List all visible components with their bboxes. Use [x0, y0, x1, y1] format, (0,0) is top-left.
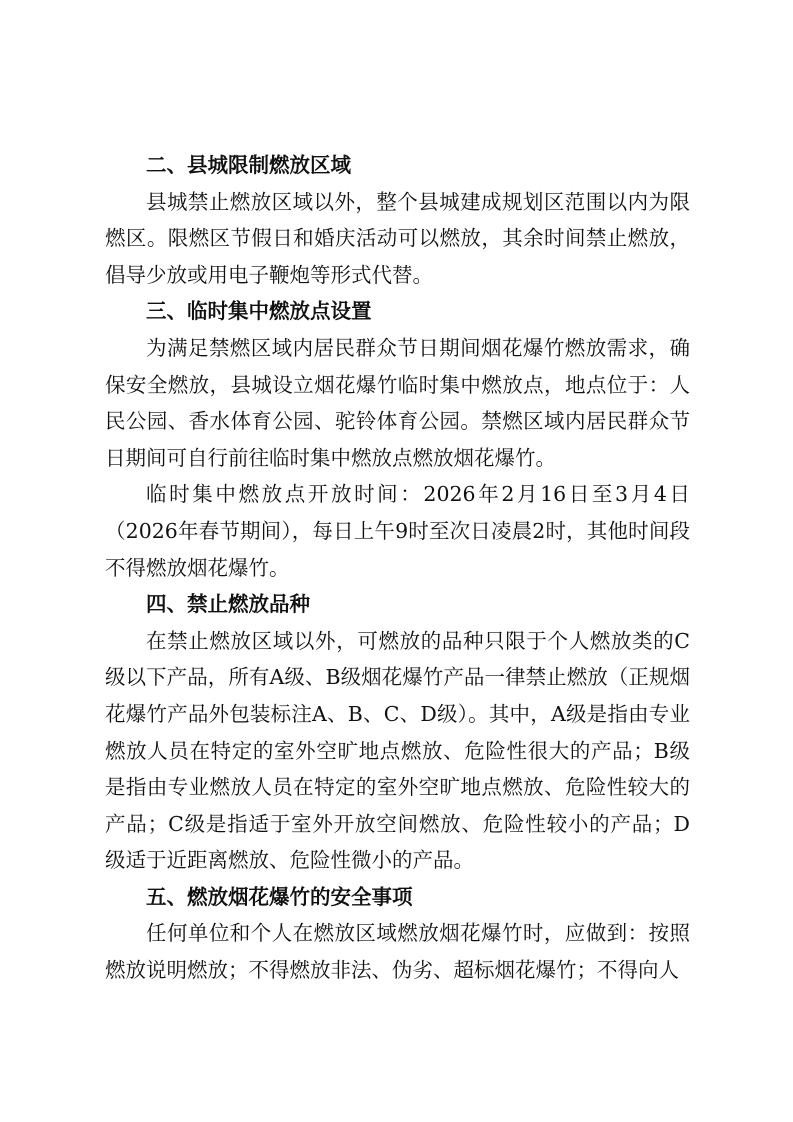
section-5-paragraph-1: 任何单位和个人在燃放区域燃放烟花爆竹时，应做到：按照燃放说明燃放；不得燃放非法、伪劣、超标烟花爆竹；不得向人	[105, 921, 690, 983]
section-2-paragraph-1: 县城禁止燃放区域以外，整个县城建成规划区范围以内为限燃区。限燃区节假日和婚庆活动可以燃放，其余时间禁止燃放，倡导少放或用电子鞭炮等形式代替。	[105, 189, 690, 287]
section-heading-3: 三、临时集中燃放点设置	[146, 299, 372, 324]
document-body	[105, 147, 690, 989]
section-3-paragraph-2: 临时集中燃放点开放时间：2026年2月16日至3月4日（2026年春节期间），每日上午9时至次日凌晨2时，其他时间段不得燃放烟花爆竹。	[105, 482, 690, 580]
section-4-paragraph-1: 在禁止燃放区域以外，可燃放的品种只限于个人燃放类的C级以下产品，所有A级、B级烟花爆竹产品一律禁止燃放（正规烟花爆竹产品外包装标注A、B、C、D级）。其中，A级是指由专业燃放人员在特定的室外空旷地点燃放、危险性很大的产品；B级是指由专业燃放人员在特定的室外空旷地点燃放、危险性较大的产品；C级是指适于室外开放空间燃放、危险性较小的产品；D级适于近距离燃放、危险性微小的产品。	[105, 628, 690, 873]
section-heading-5: 五、燃放烟花爆竹的安全事项	[146, 884, 413, 909]
section-3-paragraph-1: 为满足禁燃区域内居民群众节日期间烟花爆竹燃放需求，确保安全燃放，县城设立烟花爆竹临时集中燃放点，地点位于：人民公园、香水体育公园、驼铃体育公园。禁燃区域内居民群众节日期间可自行前往临时集中燃放点燃放烟花爆竹。	[105, 335, 690, 470]
section-heading-2: 二、县城限制燃放区域	[146, 153, 351, 177]
section-heading-4: 四、禁止燃放品种	[146, 592, 310, 617]
